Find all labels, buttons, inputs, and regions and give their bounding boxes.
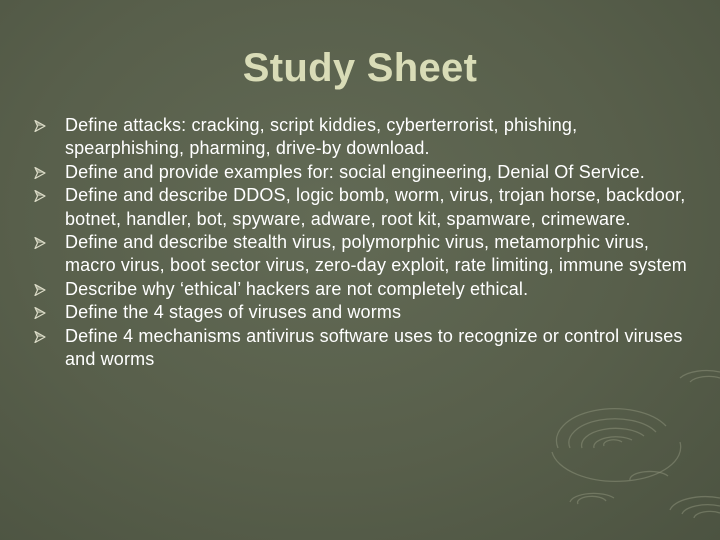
bullet-text: Define the 4 stages of viruses and worms [65, 302, 402, 323]
bullet-item [56, 184, 696, 231]
bullet-text: Define 4 mechanisms antivirus software uses to recognize or control viruses and worms [65, 325, 683, 370]
bullet-text: Define and provide examples for: social engineering, Denial Of Service. [65, 161, 645, 182]
bullet-item [56, 278, 696, 301]
bullet-text: Describe why ‘ethical’ hackers are not completely ethical. [65, 278, 529, 299]
arrowhead-bullet-icon [34, 231, 48, 254]
bullet-text: Define attacks: cracking, script kiddies, cyberterrorist, phishing, spearphishing, pharming, drive-by download. [65, 115, 578, 159]
arrowhead-bullet-icon [34, 278, 48, 301]
water-ripple-icon [530, 330, 720, 540]
arrowhead-bullet-icon [34, 184, 48, 207]
arrowhead-bullet-icon [34, 114, 48, 137]
bullet-item [56, 301, 696, 324]
bullet-item [56, 161, 696, 184]
bullet-text: Define and describe DDOS, logic bomb, worm, virus, trojan horse, backdoor, botnet, handler, bot, spyware, adware, root kit, spamware, crimeware. [65, 185, 686, 229]
bullet-item [56, 231, 696, 278]
bullet-text: Define and describe stealth virus, polymorphic virus, metamorphic virus, macro virus, boot sector virus, zero-day exploit, rate limiting, immune system [65, 232, 687, 276]
arrowhead-bullet-icon [34, 161, 48, 184]
slide-title: Study Sheet [242, 46, 478, 90]
arrowhead-bullet-icon [34, 325, 48, 348]
bullet-item [56, 114, 696, 161]
arrowhead-bullet-icon [34, 301, 48, 324]
